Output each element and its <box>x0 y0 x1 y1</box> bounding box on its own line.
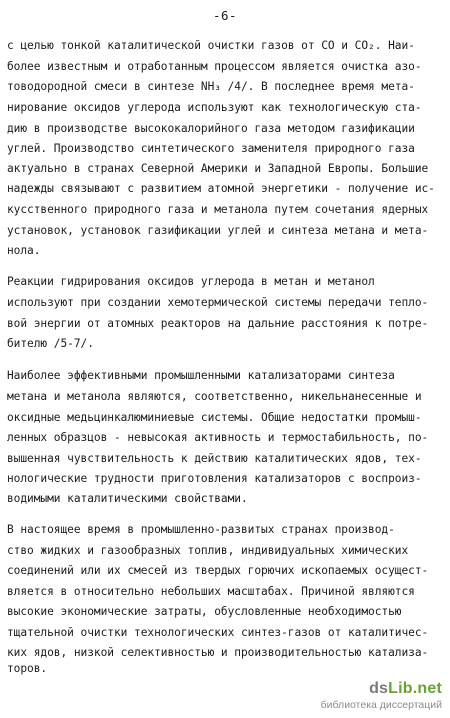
dslib-logo-prefix: ds <box>369 680 389 697</box>
text-line: углей. Производство синтетического заменителя природного газа <box>7 141 415 155</box>
text-line: актуально в странах Северной Америки и Западной Европы. Большие <box>7 162 429 176</box>
paragraph-first-line: Наиболее эффективными промышленными катализаторами синтеза <box>7 369 395 383</box>
text-line: используют при создании хемотермической системы передачи тепло- <box>7 295 429 309</box>
text-line: нирование оксидов углерода используют как технологическую ста- <box>7 100 422 114</box>
text-line: нологические трудности приготовления катализаторов с воспроиз- <box>7 471 422 485</box>
text-line: вой энергии от атомных реакторов на дальние расстояния к потре- <box>7 316 429 330</box>
text-line: с целью тонкой каталитической очистки газов от СО и СО₂. Наи- <box>7 39 415 52</box>
dslib-watermark[interactable] <box>322 680 442 712</box>
text-line: вышенная чувствительность к действию каталитических ядов, тех- <box>7 451 422 465</box>
text-line: установок, установок газификации углей и синтеза метана и мета- <box>7 224 429 237</box>
text-line: более известным и отработанным процессом является очистка азо- <box>7 59 422 73</box>
text-line: товодородной смеси в синтезе NH₃ /4/. В последнее время мета- <box>7 79 415 93</box>
dslib-tagline: библиотека диссертаций <box>320 699 442 711</box>
text-line: ленных образцов - невысокая активность и термостабильность, по- <box>7 430 429 444</box>
dslib-logo <box>369 680 442 698</box>
text-line: оксидные медьцинкалюминиевые системы. Общие недостатки промыш- <box>7 410 422 424</box>
dslib-logo-suffix: Lib.net <box>388 680 442 697</box>
text-line: дию в производстве высококалорийного газа методом газификации <box>7 121 415 135</box>
text-line: надежды связывают с развитием атомной энергетики - получение ис- <box>7 182 435 196</box>
paragraph-first-line: В настоящее время в промышленно-развитых странах производ- <box>7 523 395 537</box>
text-line: торов. <box>7 662 48 675</box>
text-line: ких ядов, низкой селективностью и производительностью катализа- <box>7 645 429 659</box>
text-line: тщательной очистки технологических синтез-газов от каталитичес- <box>7 625 429 639</box>
text-line: соединений или их смесей из твердых горючих ископаемых осущест- <box>7 564 429 578</box>
paragraph-first-line: Реакции гидрирования оксидов углерода в метан и метанол <box>7 274 375 288</box>
text-line: бителю /5-7/. <box>7 337 94 351</box>
text-line: водимыми каталитическими свойствами. <box>7 492 248 506</box>
text-line: кусственного природного газа и метанола путем сочетания ядерных <box>7 203 429 217</box>
text-line: вляется в относительно небольших масштабах. Причиной являются <box>7 584 415 598</box>
text-line: метана и метанола являются, соответственно, никельнанесенные и <box>7 389 422 403</box>
page-number: -6- <box>212 8 238 23</box>
text-line: ство жидких и газообразных топлив, индивидуальных химических <box>7 544 409 558</box>
text-line: нола. <box>7 243 41 257</box>
text-line: высокие экономические затраты, обусловленные необходимостью <box>7 604 402 618</box>
